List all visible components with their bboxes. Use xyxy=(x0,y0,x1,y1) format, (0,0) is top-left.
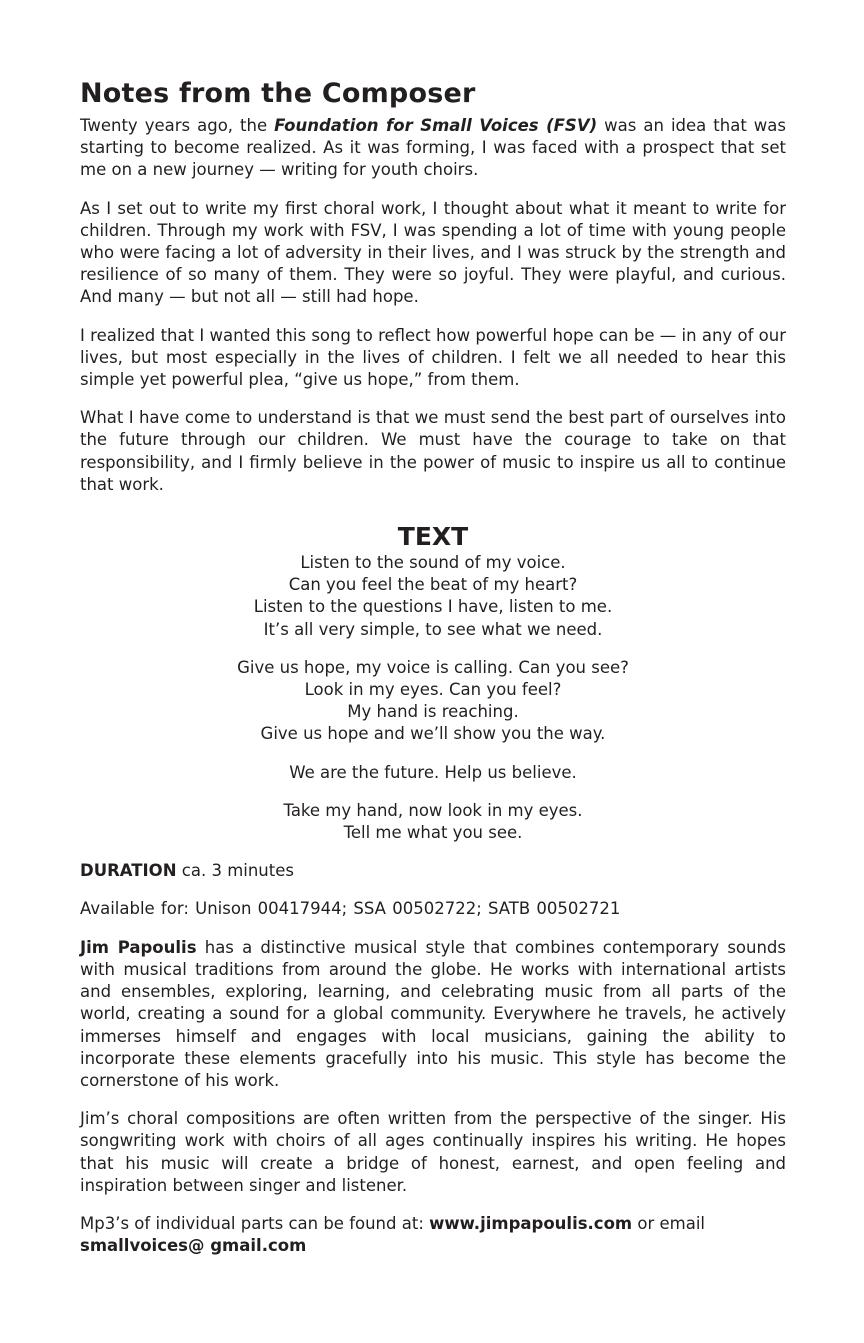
notes-paragraph-1 xyxy=(80,115,786,182)
lyric-line: Give us hope and we’ll show you the way. xyxy=(260,724,606,744)
duration-line xyxy=(80,860,786,882)
lyrics-stanza xyxy=(80,657,786,746)
lyrics-section xyxy=(80,522,786,844)
bio-paragraph-2: Jim’s choral compositions are often written from the perspective of the singer. His songwriting work with choirs of all ages continually inspires his writing. He hopes that his music will create a bridge of honest, earnest, and open feeling and inspiration between singer and listener. xyxy=(80,1109,786,1195)
email-link[interactable]: smallvoices@ gmail.com xyxy=(80,1236,307,1256)
notes-paragraph-2: As I set out to write my first choral work, I thought about what it meant to write for children. Through my work with FSV, I was spending a lot of time with young people who were facing a lot of adversity in their lives, and I was struck by the strength and resilience of so many of them. They were so joyful. They were playful, and curious. And many — but not all — still had hope. xyxy=(80,198,786,307)
notes-p1-rest: was an idea that was starting to become realized. As it was forming, I was faced with a prospect that set me on a new journey — writing for youth choirs. xyxy=(80,116,787,180)
lyric-line: Can you feel the beat of my heart? xyxy=(288,575,578,595)
composer-notes-page xyxy=(80,76,786,1257)
lyrics-heading: TEXT xyxy=(397,522,469,552)
lyrics-stanza xyxy=(80,762,786,784)
lyric-line: Give us hope, my voice is calling. Can you see? xyxy=(237,657,629,677)
lyric-line: My hand is reaching. xyxy=(347,702,519,722)
lyric-line: Listen to the questions I have, listen to me. xyxy=(253,597,613,617)
notes-p1-intro: Twenty years ago, the xyxy=(80,116,275,135)
mp3-middle: or email xyxy=(632,1213,705,1233)
bio-p1-text: has a distinctive musical style that combines contemporary sounds with musical traditions from around the globe. He works with international artists and ensembles, exploring, learning, and celebrating music from all parts of the world, creating a sound for a global community. Everywhere he travels, he actively immerses himself and engages with local musicians, gaining the ability to incorporate these elements gracefully into his music. This style has become the cornerstone of his work. xyxy=(80,937,786,1090)
mp3-prefix: Mp3’s of individual parts can be found at: xyxy=(80,1213,430,1233)
duration-label: DURATION xyxy=(80,861,177,881)
lyrics-stanza xyxy=(80,552,786,641)
composer-name: Jim Papoulis xyxy=(80,937,197,957)
page-title: Notes from the Composer xyxy=(80,78,476,109)
notes-paragraph-3: I realized that I wanted this song to reflect how powerful hope can be — in any of our lives, but most especially in the lives of children. I felt we all needed to hear this simple yet powerful plea, “give us hope,” from them. xyxy=(80,325,786,390)
lyric-line: It’s all very simple, to see what we need. xyxy=(263,619,603,639)
notes-paragraph-4: What I have come to understand is that we must send the best part of ourselves into the future through our children. We must have the courage to take on that responsibility, and I firmly believe in the power of music to inspire us all to continue that work. xyxy=(80,408,786,494)
mp3-info-line xyxy=(80,1213,786,1257)
lyric-line: Take my hand, now look in my eyes. xyxy=(283,800,583,820)
lyric-line: Look in my eyes. Can you feel? xyxy=(304,680,562,700)
lyric-line: We are the future. Help us believe. xyxy=(289,762,577,782)
availability-line: Available for: Unison 00417944; SSA 00502722; SATB 00502721 xyxy=(80,899,621,919)
lyric-line: Tell me what you see. xyxy=(343,823,523,843)
lyric-line: Listen to the sound of my voice. xyxy=(300,553,566,573)
bio-paragraph-1 xyxy=(80,937,786,1092)
foundation-name: Foundation for Small Voices (FSV) xyxy=(274,116,598,135)
lyrics-stanza xyxy=(80,800,786,844)
duration-value: ca. 3 minutes xyxy=(176,861,294,881)
website-link[interactable]: www.jimpapoulis.com xyxy=(429,1213,633,1233)
